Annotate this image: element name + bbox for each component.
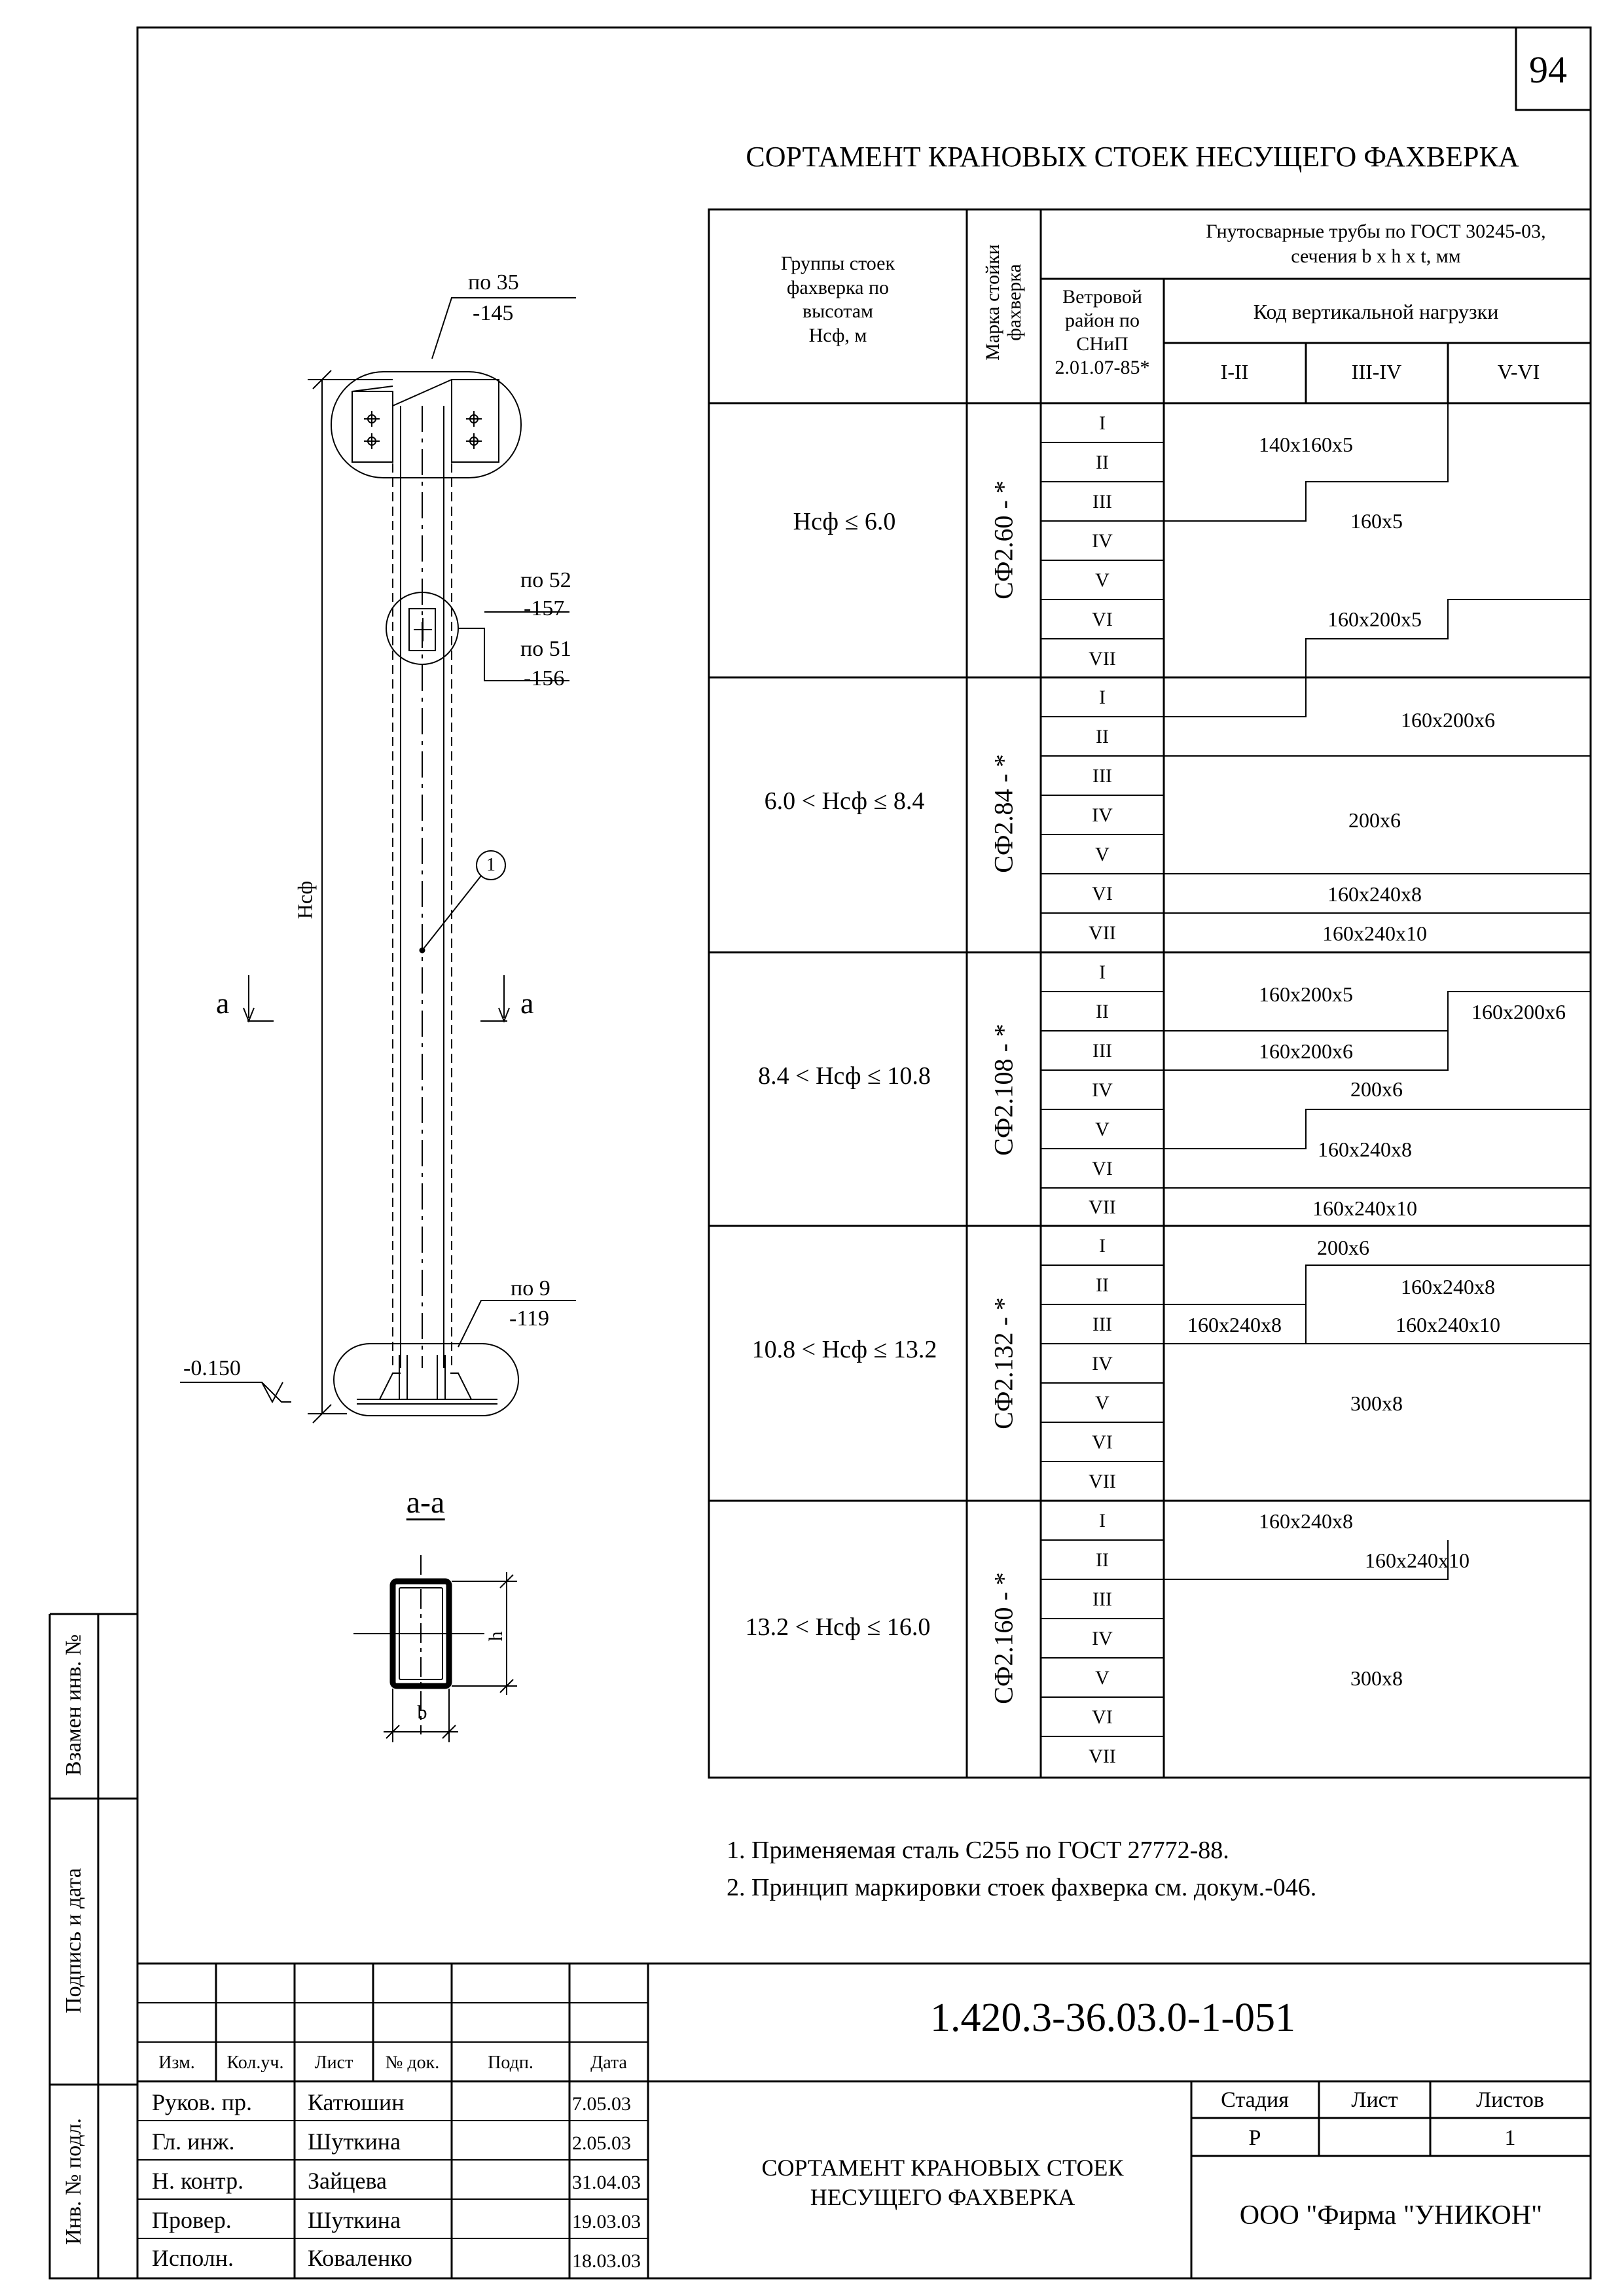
group-height: Нсф ≤ 6.0 <box>793 508 896 535</box>
wind-region: V <box>1095 1392 1110 1414</box>
wind-region: IV <box>1092 1079 1113 1101</box>
person-name: Катюшин <box>308 2089 405 2115</box>
callout-35-bottom: -145 <box>473 301 514 325</box>
group-mark: СФ2.60 - * <box>988 480 1019 600</box>
section-size: 200x6 <box>1317 1236 1369 1259</box>
dimension-b-label: b <box>417 1702 427 1723</box>
title-block-col-date: Дата <box>590 2053 627 2073</box>
title-block-col-qty: Кол.уч. <box>226 2053 284 2073</box>
header-load-code: Код вертикальной нагрузки <box>1253 300 1499 323</box>
sheets-label: Листов <box>1476 2088 1544 2112</box>
header-wind: Ветровой район по СНиП 2.01.07-85* <box>1055 286 1150 378</box>
dimension-h-label: h <box>485 1631 507 1641</box>
group-mark: СФ2.160 - * <box>988 1572 1019 1704</box>
wind-region: VI <box>1092 1431 1113 1453</box>
wind-region: II <box>1096 1001 1109 1022</box>
wind-region: VI <box>1092 883 1113 905</box>
wind-region: VII <box>1089 648 1116 670</box>
callout-51-bottom: -156 <box>524 666 565 691</box>
title-block-col-signature: Подп. <box>488 2053 533 2073</box>
header-load-1: I-II <box>1220 360 1249 384</box>
group-height: 10.8 < Нсф ≤ 13.2 <box>751 1336 937 1363</box>
title-block-col-change: Изм. <box>158 2053 195 2073</box>
item-number: 1 <box>486 855 496 875</box>
person-name: Коваленко <box>308 2245 412 2271</box>
person-date: 31.04.03 <box>572 2172 641 2193</box>
section-size: 200x6 <box>1350 1077 1403 1101</box>
side-stamp-replaced-inv: Взамен инв. № <box>62 1634 86 1776</box>
wind-region: II <box>1096 1274 1109 1296</box>
height-dimension-label: Нсф <box>293 880 317 920</box>
wind-region: V <box>1095 569 1110 591</box>
page-title: СОРТАМЕНТ КРАНОВЫХ СТОЕК НЕСУЩЕГО ФАХВЕРКА <box>746 141 1519 173</box>
group-height: 6.0 < Нсф ≤ 8.4 <box>764 787 925 815</box>
note-1: 1. Применяемая сталь С255 по ГОСТ 27772-88. <box>727 1837 1229 1864</box>
wind-region: V <box>1095 1119 1110 1140</box>
stage-label: Стадия <box>1221 2088 1289 2112</box>
wind-region: VII <box>1089 1746 1116 1767</box>
note-2: 2. Принцип маркировки стоек фахверка см. докум.-046. <box>727 1874 1317 1901</box>
person-name: Зайцева <box>308 2168 388 2194</box>
header-group: Группы стоек фахверка по высотам Нсф, м <box>780 253 895 346</box>
section-size: 160x240x10 <box>1312 1196 1417 1220</box>
person-role: Провер. <box>152 2207 232 2233</box>
wind-region: V <box>1095 1667 1110 1689</box>
wind-region: I <box>1099 412 1106 434</box>
person-name: Шуткина <box>308 2207 401 2233</box>
document-title: СОРТАМЕНТ КРАНОВЫХ СТОЕК НЕСУЩЕГО ФАХВЕРКА <box>761 2155 1124 2210</box>
callout-51-top: по 51 <box>520 637 571 661</box>
elevation-label: -0.150 <box>183 1356 241 1380</box>
organization-name: ООО "Фирма "УНИКОН" <box>1239 2200 1543 2231</box>
wind-region: I <box>1099 687 1106 708</box>
section-size: 160x240x8 <box>1187 1313 1282 1336</box>
person-role: Исполн. <box>152 2245 234 2271</box>
person-role: Гл. инж. <box>152 2128 235 2155</box>
wind-region: III <box>1092 491 1112 512</box>
group-mark: СФ2.84 - * <box>988 754 1019 873</box>
header-mark: Марка стойки фахверка <box>982 244 1025 361</box>
wind-region: VII <box>1089 1471 1116 1492</box>
callout-35-top: по 35 <box>468 270 519 295</box>
wind-region: III <box>1092 765 1112 787</box>
group-mark: СФ2.108 - * <box>988 1024 1019 1156</box>
group-height: 13.2 < Нсф ≤ 16.0 <box>745 1613 931 1641</box>
sheet-label: Лист <box>1351 2088 1398 2112</box>
group-mark: СФ2.132 - * <box>988 1297 1019 1429</box>
person-date: 7.05.03 <box>572 2093 631 2115</box>
wind-region: VI <box>1092 1158 1113 1179</box>
section-size: 140x160x5 <box>1259 433 1353 456</box>
header-load-2: III-IV <box>1351 360 1402 384</box>
group-height: 8.4 < Нсф ≤ 10.8 <box>758 1062 931 1090</box>
section-size: 160x5 <box>1350 509 1403 533</box>
table-frame <box>709 209 1591 1778</box>
section-mark-right: а <box>520 986 534 1020</box>
person-role: Н. контр. <box>152 2168 244 2194</box>
section-size: 160x200x6 <box>1471 1000 1566 1024</box>
wind-region: III <box>1092 1314 1112 1335</box>
person-date: 19.03.03 <box>572 2211 641 2233</box>
wind-region: I <box>1099 1235 1106 1257</box>
section-size: 160x240x10 <box>1365 1549 1470 1572</box>
section-size: 300x8 <box>1350 1666 1403 1690</box>
section-mark-left: а <box>216 986 230 1020</box>
sheet-number: 94 <box>1529 48 1567 91</box>
wind-region: VII <box>1089 1196 1116 1218</box>
header-load-3: V-VI <box>1497 360 1540 384</box>
section-size: 160x240x8 <box>1259 1509 1353 1533</box>
wind-region: III <box>1092 1040 1112 1062</box>
wind-region: VII <box>1089 922 1116 944</box>
side-stamp-original-inv: Инв. № подл. <box>62 2118 86 2245</box>
wind-region: IV <box>1092 804 1113 826</box>
section-size: 160x200x6 <box>1401 708 1495 732</box>
person-date: 2.05.03 <box>572 2132 631 2154</box>
wind-region: I <box>1099 1510 1106 1532</box>
section-size: 300x8 <box>1350 1391 1403 1415</box>
callout-52-bottom: -157 <box>524 596 565 620</box>
wind-region: IV <box>1092 530 1113 552</box>
wind-region: II <box>1096 726 1109 747</box>
column-elevation <box>180 298 576 1742</box>
section-size: 160x240x10 <box>1396 1313 1500 1336</box>
header-pipes: Гнутосварные трубы по ГОСТ 30245-03, сечения b x h x t, мм <box>1206 221 1546 267</box>
wind-region: VI <box>1092 1706 1113 1728</box>
stage-value: Р <box>1248 2126 1261 2150</box>
sheets-value: 1 <box>1504 2126 1516 2150</box>
wind-region: IV <box>1092 1353 1113 1374</box>
drawing-code: 1.420.3-36.03.0-1-051 <box>930 1996 1295 2040</box>
person-date: 18.03.03 <box>572 2250 641 2272</box>
person-role: Руков. пр. <box>152 2089 252 2115</box>
person-name: Шуткина <box>308 2128 401 2155</box>
wind-region: II <box>1096 1549 1109 1571</box>
section-title: а-а <box>406 1485 445 1520</box>
wind-region: III <box>1092 1588 1112 1610</box>
section-size: 160x200x6 <box>1259 1039 1353 1063</box>
wind-region: VI <box>1092 609 1113 630</box>
wind-region: IV <box>1092 1628 1113 1649</box>
wind-region: V <box>1095 844 1110 865</box>
wind-region: II <box>1096 452 1109 473</box>
callout-9-bottom: -119 <box>509 1306 550 1331</box>
section-size: 160x200x5 <box>1327 607 1422 631</box>
callout-9-top: по 9 <box>511 1276 550 1300</box>
section-size: 160x200x5 <box>1259 982 1353 1006</box>
section-size: 200x6 <box>1348 808 1401 832</box>
title-block-col-sheet: Лист <box>314 2053 353 2073</box>
section-size: 160x240x10 <box>1322 922 1427 945</box>
callout-52-top: по 52 <box>520 568 571 592</box>
section-size: 160x240x8 <box>1327 882 1422 906</box>
section-size: 160x240x8 <box>1318 1138 1412 1161</box>
section-size: 160x240x8 <box>1401 1275 1495 1299</box>
side-stamp-signature-date: Подпись и дата <box>62 1868 86 2013</box>
wind-region: I <box>1099 961 1106 983</box>
title-block-col-doc: № док. <box>385 2053 440 2073</box>
